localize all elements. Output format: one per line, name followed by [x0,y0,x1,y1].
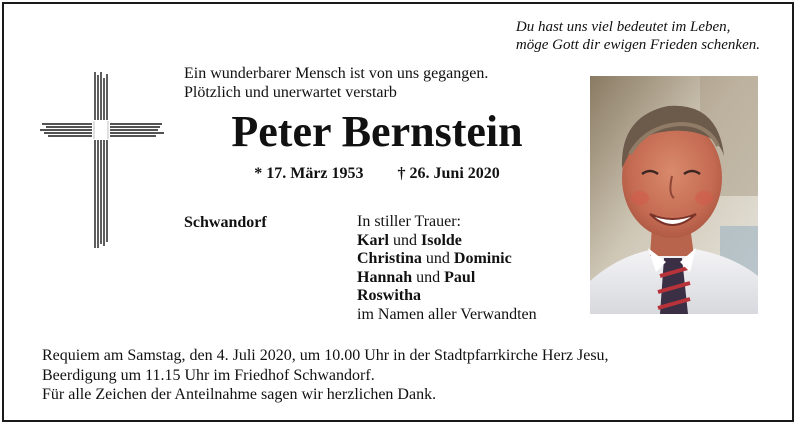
burial-line: Beerdigung um 11.15 Uhr im Friedhof Schwandorf. [42,366,375,384]
mourners-heading: In stiller Trauer: [357,213,461,230]
mourner-row [357,232,537,251]
thanks-line: Für alle Zeichen der Anteilnahme sagen wir herzlichen Dank. [42,386,437,404]
town-label: Schwandorf [184,214,267,231]
mourner-row [357,250,537,269]
motto-line-2: möge Gott dir ewigen Frieden schenken. [515,37,760,53]
mourner-name: Karl [357,231,389,249]
mourner-join: und [416,268,441,286]
portrait-photo [590,76,758,314]
mourner-name: Hannah [357,268,413,286]
intro-line-2: Plötzlich und unerwartet verstarb [184,84,397,101]
death-date: † 26. Juni 2020 [397,165,500,182]
mourner-name: Dominic [453,250,512,268]
mourners-list [357,213,537,325]
mourner-name: Isolde [421,231,462,249]
intro-text [184,64,488,102]
mourner-join: und [425,250,450,268]
mourners-closing: im Namen aller Verwandten [357,305,537,323]
service-details [42,346,609,405]
motto-line-1: Du hast uns viel bedeutet im Leben, [515,19,731,35]
motto-quote [516,18,760,54]
mourner-name: Roswitha [357,287,422,305]
life-dates [184,164,570,184]
mourner-row [357,287,537,306]
requiem-line: Requiem am Samstag, den 4. Juli 2020, um 10.00 Uhr in der Stadtpfarrkirche Herz Jesu, [42,347,609,364]
birth-date: * 17. März 1953 [254,165,364,182]
intro-line-1: Ein wunderbarer Mensch ist von uns gegangen. [184,65,489,82]
mourner-join: und [393,231,417,249]
cross-icon [40,72,164,253]
mourner-name: Paul [444,268,476,286]
mourner-row [357,269,537,288]
mourner-name: Christina [357,250,422,268]
deceased-name: Peter Bernstein [231,107,523,156]
